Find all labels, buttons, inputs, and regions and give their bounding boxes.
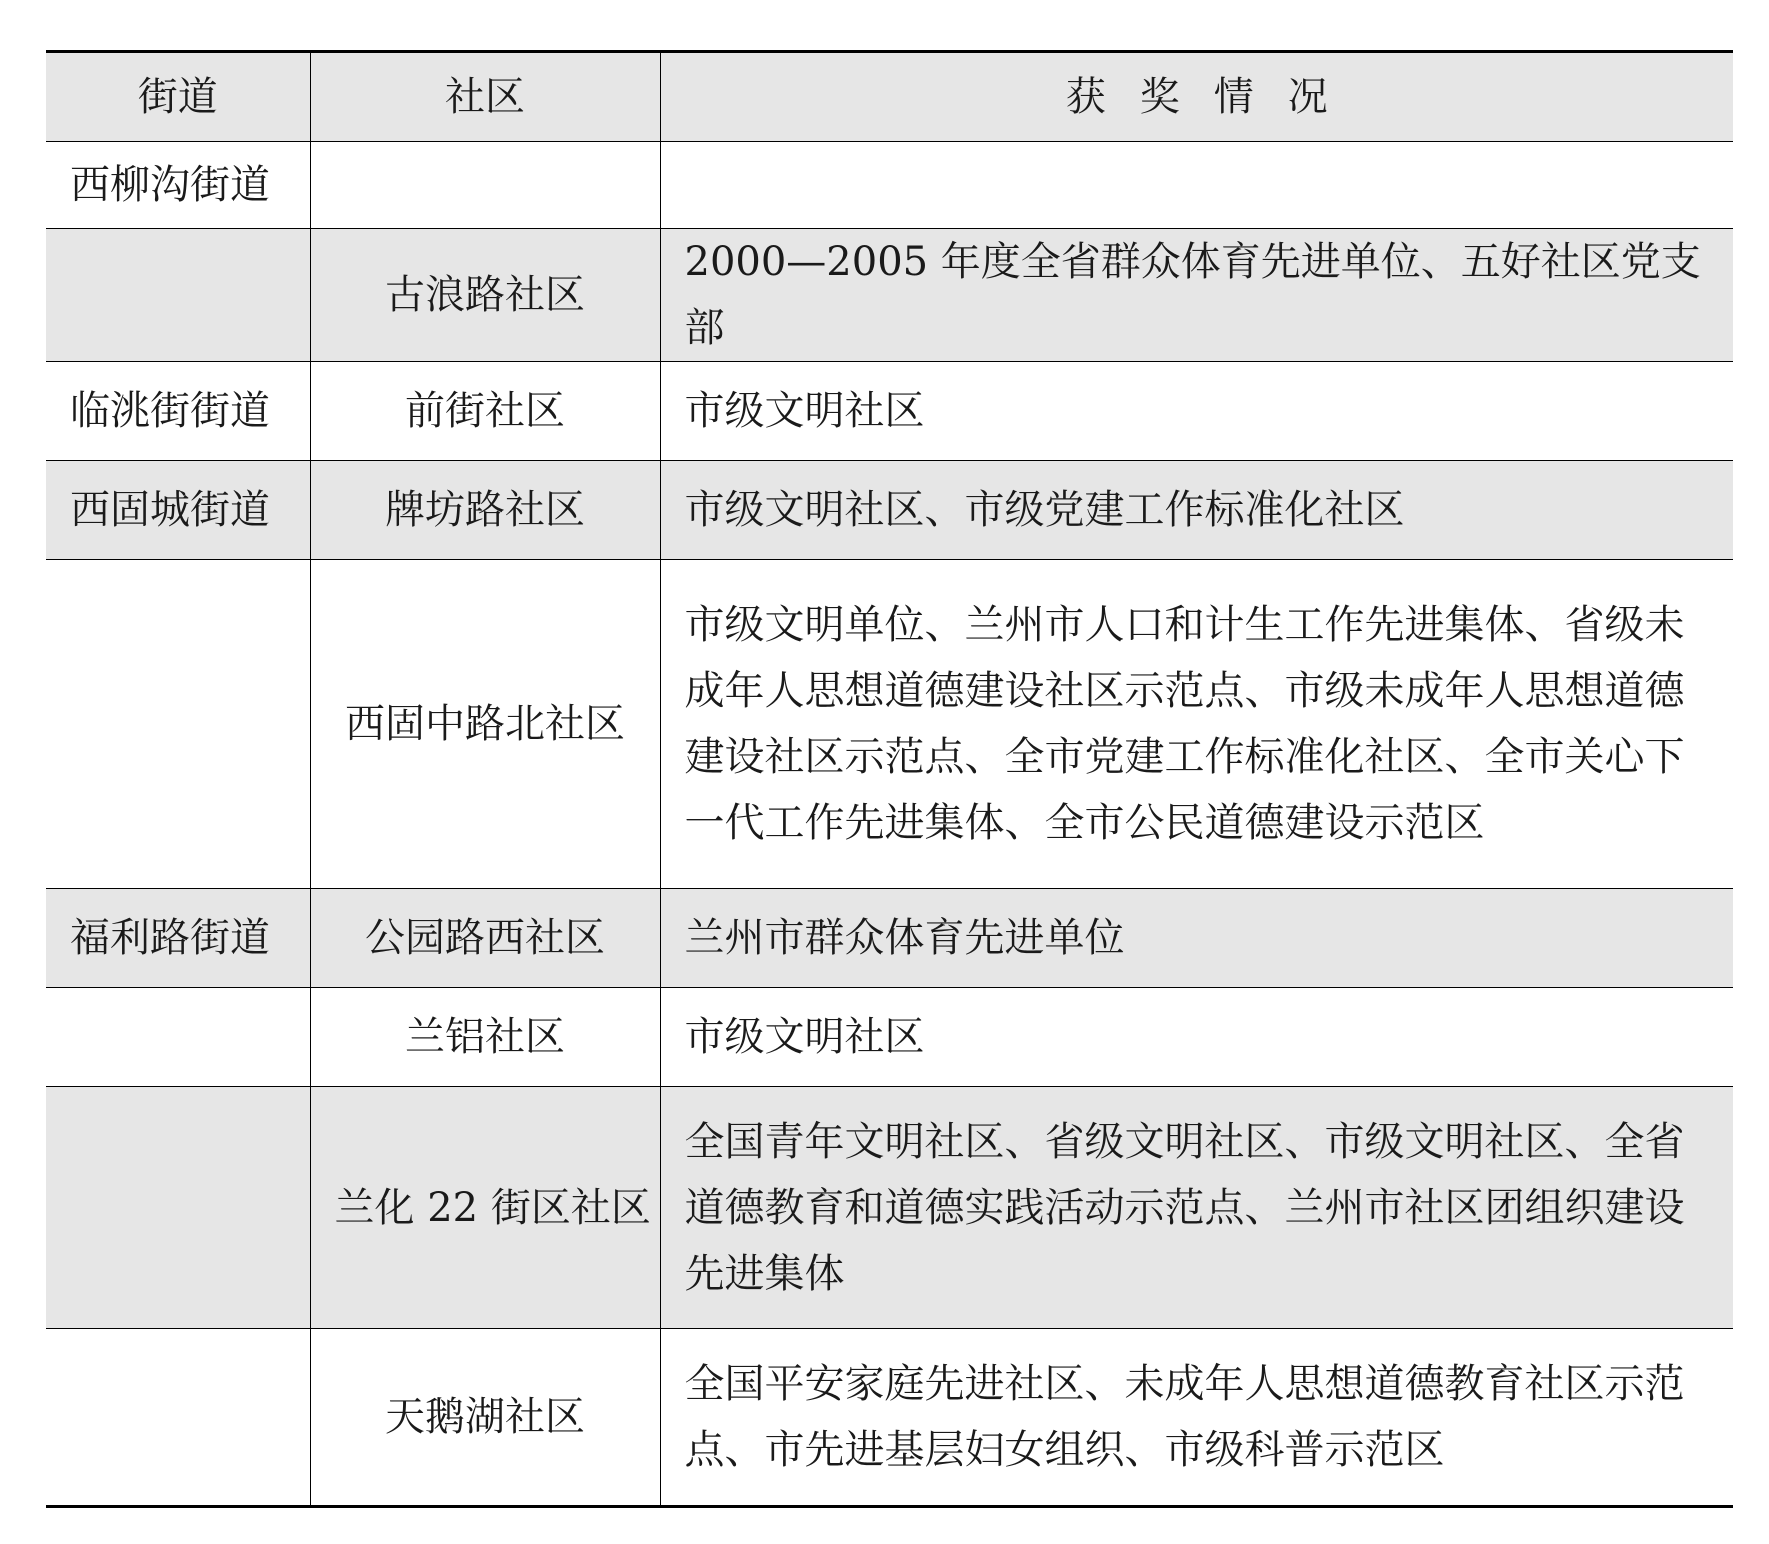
awards-cell: 2000—2005 年度全省群众体育先进单位、五好社区党支部: [660, 229, 1733, 362]
awards-cell: 市级文明社区: [660, 362, 1733, 461]
header-community: 社区: [310, 52, 660, 142]
street-cell: [46, 1329, 310, 1507]
street-cell: [46, 229, 310, 362]
table-row: [46, 988, 1733, 1087]
table-row: [46, 461, 1733, 560]
table-row: [46, 560, 1733, 889]
table-row: [46, 362, 1733, 461]
community-cell: [310, 142, 660, 229]
header-awards: 获奖情况: [660, 52, 1733, 142]
street-cell: [46, 560, 310, 889]
community-cell: 西固中路北社区: [310, 560, 660, 889]
table-row: [46, 1087, 1733, 1329]
header-street: 街道: [137, 74, 218, 120]
community-cell: 前街社区: [310, 362, 660, 461]
table-row: [46, 229, 1733, 362]
street-cell: 西柳沟街道: [70, 162, 270, 208]
table-row: [46, 1329, 1733, 1507]
header-row: [46, 52, 1733, 142]
community-cell: 天鹅湖社区: [310, 1329, 660, 1507]
awards-table: [46, 50, 1733, 1508]
table-row: [46, 142, 1733, 229]
street-cell: 西固城街道: [70, 487, 270, 533]
community-cell: 兰化 22 街区社区: [310, 1087, 660, 1329]
awards-cell: 全国青年文明社区、省级文明社区、市级文明社区、全省道德教育和道德实践活动示范点、兰州市社区团组织建设先进集体: [660, 1087, 1733, 1329]
awards-cell: [660, 142, 1733, 229]
awards-cell: 市级文明社区、市级党建工作标准化社区: [660, 461, 1733, 560]
awards-cell: 兰州市群众体育先进单位: [660, 889, 1733, 988]
table-row: [46, 889, 1733, 988]
awards-cell: 市级文明单位、兰州市人口和计生工作先进集体、省级未成年人思想道德建设社区示范点、市级未成年人思想道德建设社区示范点、全市党建工作标准化社区、全市关心下一代工作先进集体、全市公民道德建设示范区: [660, 560, 1733, 889]
awards-cell: 市级文明社区: [660, 988, 1733, 1087]
street-cell: [46, 1087, 310, 1329]
street-cell: 临洮街街道: [70, 388, 270, 434]
community-cell: 公园路西社区: [310, 889, 660, 988]
street-cell: [46, 988, 310, 1087]
awards-cell: 全国平安家庭先进社区、未成年人思想道德教育社区示范点、市先进基层妇女组织、市级科普示范区: [660, 1329, 1733, 1507]
community-cell: 古浪路社区: [310, 229, 660, 362]
community-cell: 牌坊路社区: [310, 461, 660, 560]
street-cell: 福利路街道: [70, 915, 270, 961]
community-cell: 兰铝社区: [310, 988, 660, 1087]
